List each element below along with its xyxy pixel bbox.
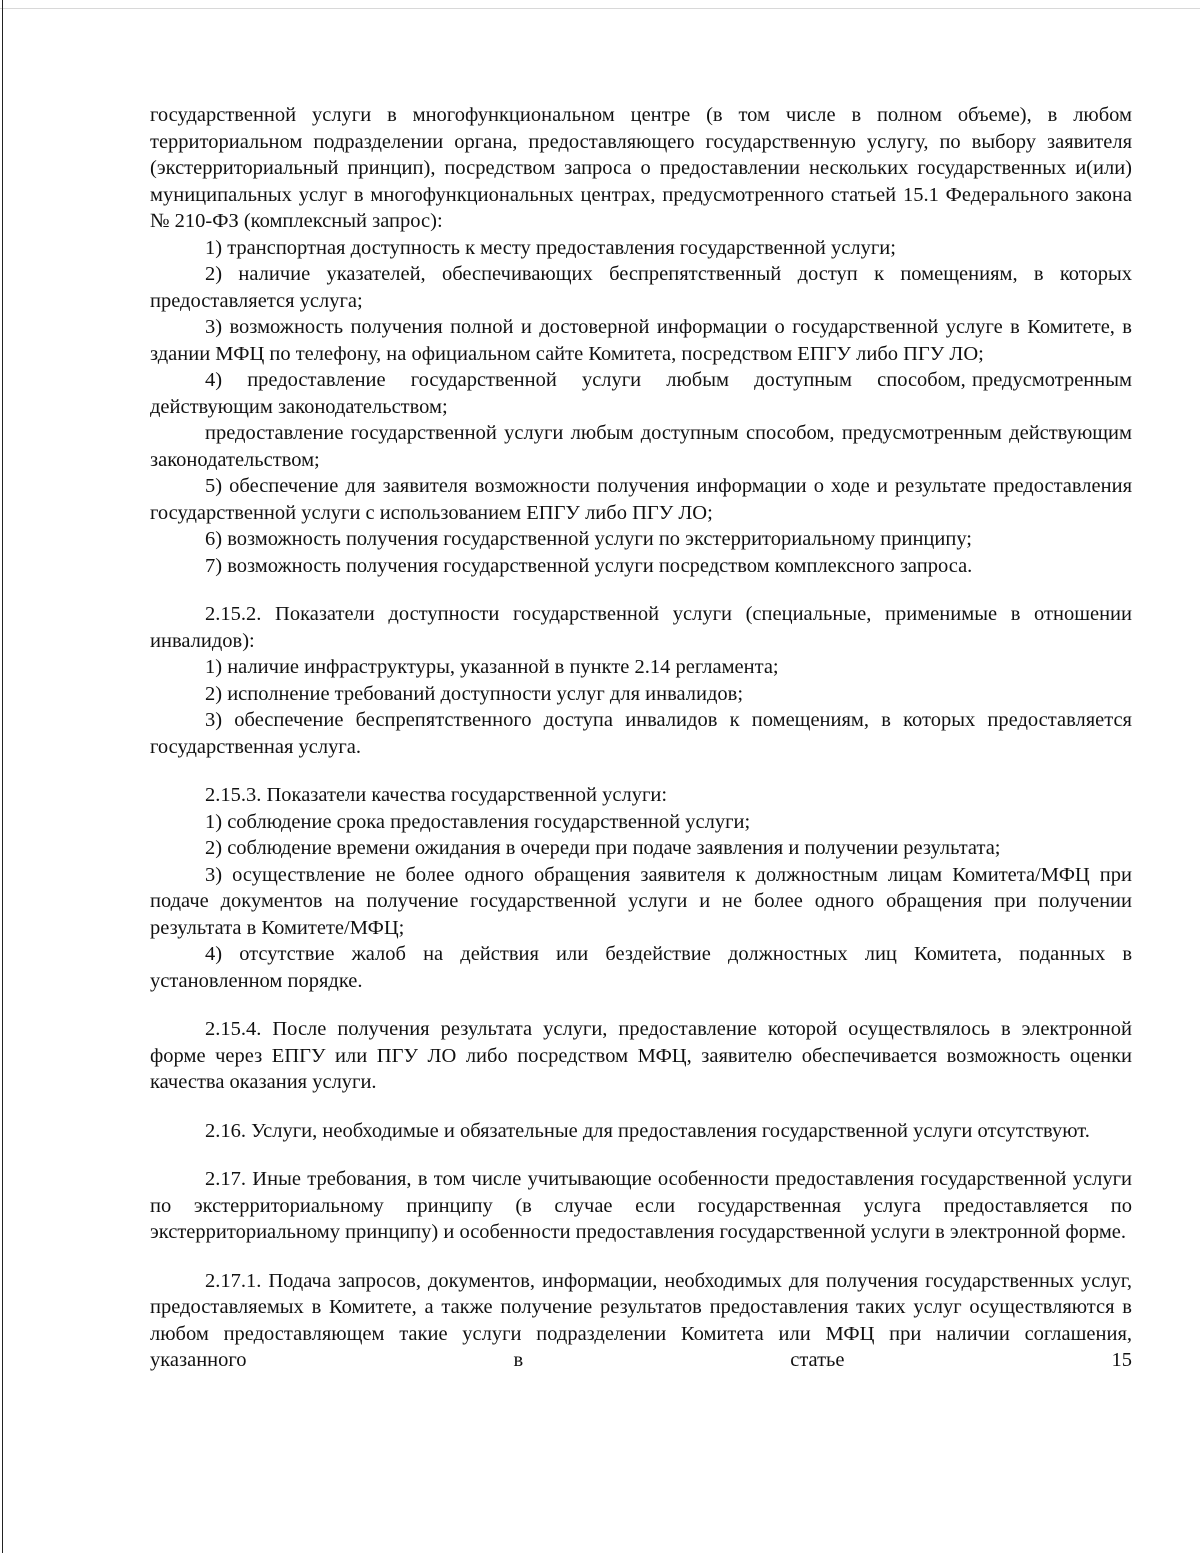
list-item: 2) наличие указателей, обеспечивающих беспрепятственный доступ к помещениям, в которых предоставляется услуга; bbox=[150, 263, 1132, 312]
list-item: 2) соблюдение времени ожидания в очереди при подаче заявления и получении результата; bbox=[205, 837, 1001, 859]
list-item: 4) отсутствие жалоб на действия или бездействие должностных лиц Комитета, поданных в установленном порядке. bbox=[150, 943, 1132, 992]
list-item: 2) исполнение требований доступности услуг для инвалидов; bbox=[205, 682, 744, 705]
list-item: 3) обеспечение беспрепятственного доступа инвалидов к помещениям, в которых предоставляется государственная услуга. bbox=[150, 709, 1132, 758]
list-item: 3) осуществление не более одного обращения заявителя к должностным лицам Комитета/МФЦ при подаче документов на получение государственной услуги и не более одного обращения при получении результата в Комитете/МФЦ; bbox=[150, 863, 1132, 939]
section-2-17: 2.17. Иные требования, в том числе учитывающие особенности предоставления государственной услуги по экстерриториальному принципу (в случае если государственная услуга предоставляется по экстерриториальному принципу) и особенности предоставления государственной услуги в электронной форме. bbox=[150, 1168, 1132, 1243]
list-item: 1) наличие инфраструктуры, указанной в пункте 2.14 регламента; bbox=[205, 656, 779, 678]
list-item: 1) транспортная доступность к месту предоставления государственной услуги; bbox=[205, 236, 896, 259]
document-body bbox=[150, 102, 1138, 1374]
section-2-16: 2.16. Услуги, необходимые и обязательные для предоставления государственной услуги отсутствуют. bbox=[205, 1119, 1090, 1142]
page-top-edge bbox=[0, 8, 1200, 9]
list-item: 1) соблюдение срока предоставления государственной услуги; bbox=[205, 810, 751, 833]
section-heading-2-15-3: 2.15.3. Показатели качества государственной услуги: bbox=[205, 784, 668, 806]
list-item: 7) возможность получения государственной услуги посредством комплексного запроса. bbox=[205, 554, 973, 577]
list-item: 3) возможность получения полной и достоверной информации о государственной услуге в Комитете, в здании МФЦ по телефону, на официальном сайте Комитета, посредством ЕПГУ либо ПГУ ЛО; bbox=[150, 316, 1132, 365]
page-left-edge bbox=[2, 0, 3, 1553]
paragraph: государственной услуги в многофункциональном центре (в том числе в полном объеме), в любом территориальном подразделении органа, предоставляющего государственную услугу, по выбору заявителя (экстерриториальный принцип), посредством запроса о предоставлении нескольких государственных и(или) муниципальных услуг в многофункциональных центрах, предусмотренного статьей 15.1 Федерального закона № 210-ФЗ (комплексный запрос): bbox=[150, 104, 1132, 232]
list-item: 6) возможность получения государственной услуги по экстерриториальному принципу; bbox=[205, 528, 972, 550]
section-2-15-4: 2.15.4. После получения результата услуги, предоставление которой осуществлялось в электронной форме через ЕПГУ или ПГУ ЛО либо посредством МФЦ, заявителю обеспечивается возможность оценки качества оказания услуги. bbox=[150, 1018, 1132, 1093]
list-item: 4) предоставление государственной услуги любым доступным способом, предусмотренным действующим законодательством; bbox=[150, 369, 1138, 418]
section-2-17-1: 2.17.1. Подача запросов, документов, информации, необходимых для получения государственных услуг, предоставляемых в Комитете, а также получение результатов предоставления таких услуг осуществляются в любом предоставляющем такие услуги подразделении Комитета или МФЦ при наличии соглашения, указанного в статье 15 bbox=[150, 1269, 1132, 1371]
section-heading-2-15-2: 2.15.2. Показатели доступности государственной услуги (специальные, применимые в отношении инвалидов): bbox=[150, 603, 1132, 652]
paragraph: предоставление государственной услуги любым доступным способом, предусмотренным действующим законодательством; bbox=[150, 422, 1132, 471]
list-item: 5) обеспечение для заявителя возможности получения информации о ходе и результате предоставления государственной услуги с использованием ЕПГУ либо ПГУ ЛО; bbox=[150, 475, 1132, 524]
